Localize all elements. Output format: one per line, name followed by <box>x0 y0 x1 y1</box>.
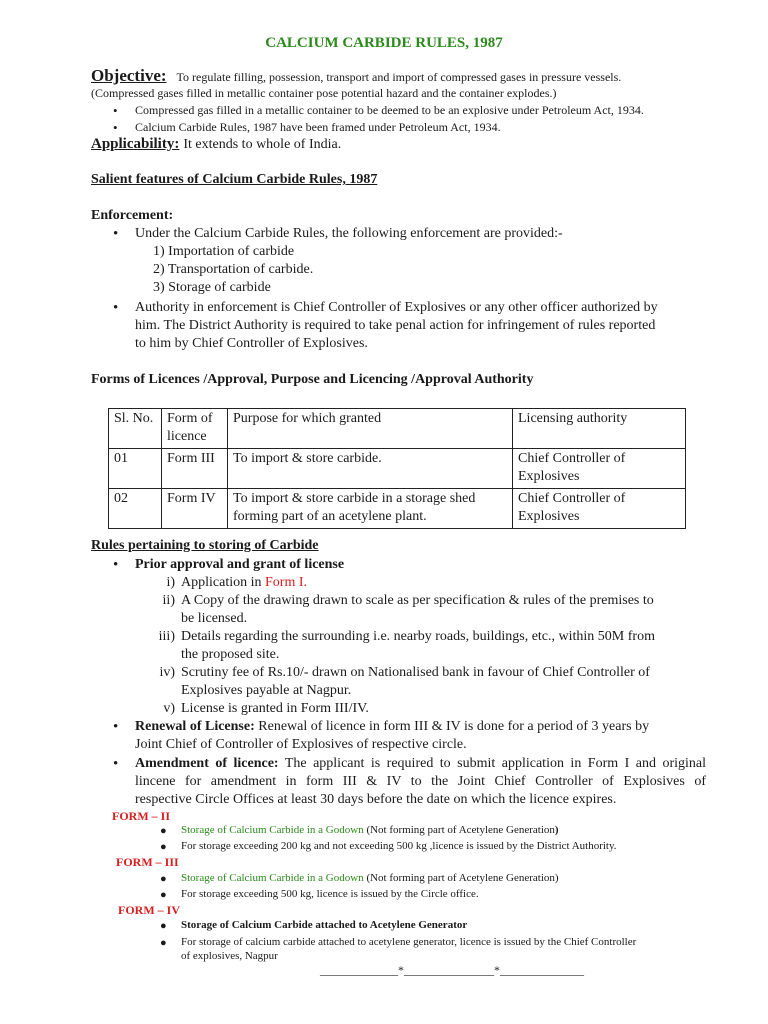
table-row <box>109 489 686 529</box>
objective-note: (Compressed gases filled in metallic container pose potential hazard and the container explodes.) <box>91 86 557 100</box>
enforcement-item-2: 2) Transportation of carbide. <box>153 262 314 277</box>
page-title: CALCIUM CARBIDE RULES, 1987 <box>265 35 503 51</box>
table-cell: 01 <box>109 449 162 489</box>
bullet-icon: ● <box>160 825 167 837</box>
form-iii-green-text: Storage of Calcium Carbide in a Godown <box>181 872 364 884</box>
objective-line <box>91 66 705 86</box>
storing-item-4-line-1: Scrutiny fee of Rs.10/- drawn on Nationalised bank in favour of Chief Controller of <box>181 665 650 680</box>
table-row <box>109 449 686 489</box>
applicability-line <box>91 135 341 153</box>
storing-item-3-line-2: the proposed site. <box>181 647 280 662</box>
enforcement-bullet-2-line-3: to him by Chief Controller of Explosives. <box>135 336 368 351</box>
enforcement-bullet-2-line-2: him. The District Authority is required to take penal action for infringement of rules reported <box>135 318 656 333</box>
objective-text: To regulate filling, possession, transport and import of compressed gases in pressure vessels. <box>176 70 622 84</box>
form-iv-line-3: of explosives, Nagpur <box>181 950 278 962</box>
footer-separator: _____________*_______________*______________ <box>320 963 584 977</box>
forms-heading: Forms of Licences /Approval, Purpose and Licencing /Approval Authority <box>91 372 534 387</box>
storing-item-5: License is granted in Form III/IV. <box>181 701 369 716</box>
item-number: i) <box>166 575 175 590</box>
bullet-icon: • <box>113 719 119 735</box>
enforcement-item-3: 3) Storage of carbide <box>153 280 271 295</box>
table-cell: Chief Controller of Explosives <box>513 449 686 489</box>
amendment-text: The applicant is required to submit application in Form I and original <box>284 756 706 771</box>
form-ii-label: FORM – II <box>112 809 170 823</box>
form-ii-line-1 <box>181 824 559 836</box>
form-ii-rest-text: (Not forming part of Acetylene Generation <box>363 824 555 836</box>
amendment-line-3: respective Circle Offices at least 30 days before the date on which the licence expires. <box>135 792 617 807</box>
table-header-row <box>109 409 686 449</box>
objective-bullet-2: Calcium Carbide Rules, 1987 have been framed under Petroleum Act, 1934. <box>135 120 501 134</box>
form-iii-line-2: For storage exceeding 500 kg, licence is issued by the Circle office. <box>181 888 479 900</box>
applicability-label: Applicability: <box>91 136 180 152</box>
item-number: iv) <box>159 665 175 680</box>
objective-bullet-1: Compressed gas filled in a metallic container to be deemed to be an explosive under Petroleum Act, 1934. <box>135 103 644 117</box>
table-cell: 02 <box>109 489 162 529</box>
form-iii-rest-text: (Not forming part of Acetylene Generation) <box>363 872 559 884</box>
header-authority: Licensing authority <box>513 409 686 449</box>
item-number: v) <box>163 701 175 716</box>
bullet-icon: ● <box>160 873 167 885</box>
bullet-icon: ● <box>160 889 167 901</box>
table-cell: Form IV <box>162 489 228 529</box>
table-cell: Chief Controller of Explosives <box>513 489 686 529</box>
objective-label: Objective: <box>91 66 167 85</box>
storing-item-2-line-2: be licensed. <box>181 611 248 626</box>
bullet-icon: • <box>113 103 118 118</box>
header-sl-no: Sl. No. <box>109 409 162 449</box>
form-iv-label: FORM – IV <box>118 903 180 917</box>
form-ii-green-text: Storage of Calcium Carbide in a Godown <box>181 824 364 836</box>
form-ii-line-2: For storage exceeding 200 kg and not exceeding 500 kg ,licence is issued by the District Authority. <box>181 840 617 852</box>
storing-item-text: Application in <box>181 575 265 590</box>
enforcement-item-1: 1) Importation of carbide <box>153 244 295 259</box>
licence-table <box>108 408 686 529</box>
amendment-line-2: lincene for amendment in form III & IV to the Joint Chief Controller of Explosives of <box>135 774 706 789</box>
storing-item-2-line-1: A Copy of the drawing drawn to scale as per specification & rules of the premises to <box>181 593 654 608</box>
bullet-icon: • <box>113 300 119 316</box>
renewal-line-2: Joint Chief of Controller of Explosives of respective circle. <box>135 737 467 752</box>
form-iii-line-1 <box>181 872 559 884</box>
applicability-text: It extends to whole of India. <box>183 137 342 152</box>
bullet-icon: • <box>113 120 118 135</box>
bullet-icon: ● <box>160 937 167 949</box>
form-iv-line-2: For storage of calcium carbide attached to acetylene generator, licence is issued by the Chief Controller <box>181 936 637 948</box>
storing-item-1 <box>181 575 307 591</box>
salient-heading: Salient features of Calcium Carbide Rules, 1987 <box>91 172 378 187</box>
renewal-label: Renewal of License: <box>135 719 255 734</box>
form-iv-line-1: Storage of Calcium Carbide attached to Acetylene Generator <box>181 919 468 931</box>
storing-item-4-line-2: Explosives payable at Nagpur. <box>181 683 352 698</box>
item-number: iii) <box>158 629 175 644</box>
item-number: ii) <box>162 593 175 608</box>
table-cell: Form III <box>162 449 228 489</box>
prior-approval-heading: Prior approval and grant of license <box>135 557 345 572</box>
enforcement-bullet-2-line-1: Authority in enforcement is Chief Controller of Explosives or any other officer authorized by <box>135 300 658 315</box>
table-cell: To import & store carbide. <box>228 449 513 489</box>
bullet-icon: ● <box>160 841 167 853</box>
form-i-link[interactable]: Form I. <box>265 575 307 590</box>
renewal-line-1 <box>135 719 649 735</box>
storing-heading: Rules pertaining to storing of Carbide <box>91 538 319 553</box>
amendment-label: Amendment of licence: <box>135 756 279 771</box>
header-purpose: Purpose for which granted <box>228 409 513 449</box>
bullet-icon: • <box>113 226 119 242</box>
renewal-text: Renewal of licence in form III & IV is done for a period of 3 years by <box>258 719 650 734</box>
form-iii-label: FORM – III <box>116 855 179 869</box>
enforcement-bullet-1: Under the Calcium Carbide Rules, the following enforcement are provided:- <box>135 226 563 241</box>
header-form: Form of licence <box>162 409 228 449</box>
enforcement-heading: Enforcement: <box>91 208 174 223</box>
bullet-icon: • <box>113 756 119 772</box>
amendment-line-1 <box>135 756 706 772</box>
bullet-icon: ● <box>160 920 167 932</box>
table-cell: To import & store carbide in a storage shed forming part of an acetylene plant. <box>228 489 513 529</box>
bullet-icon: • <box>113 557 119 573</box>
storing-item-3-line-1: Details regarding the surrounding i.e. nearby roads, buildings, etc., within 50M from <box>181 629 655 644</box>
form-ii-end-text: ) <box>554 824 559 836</box>
